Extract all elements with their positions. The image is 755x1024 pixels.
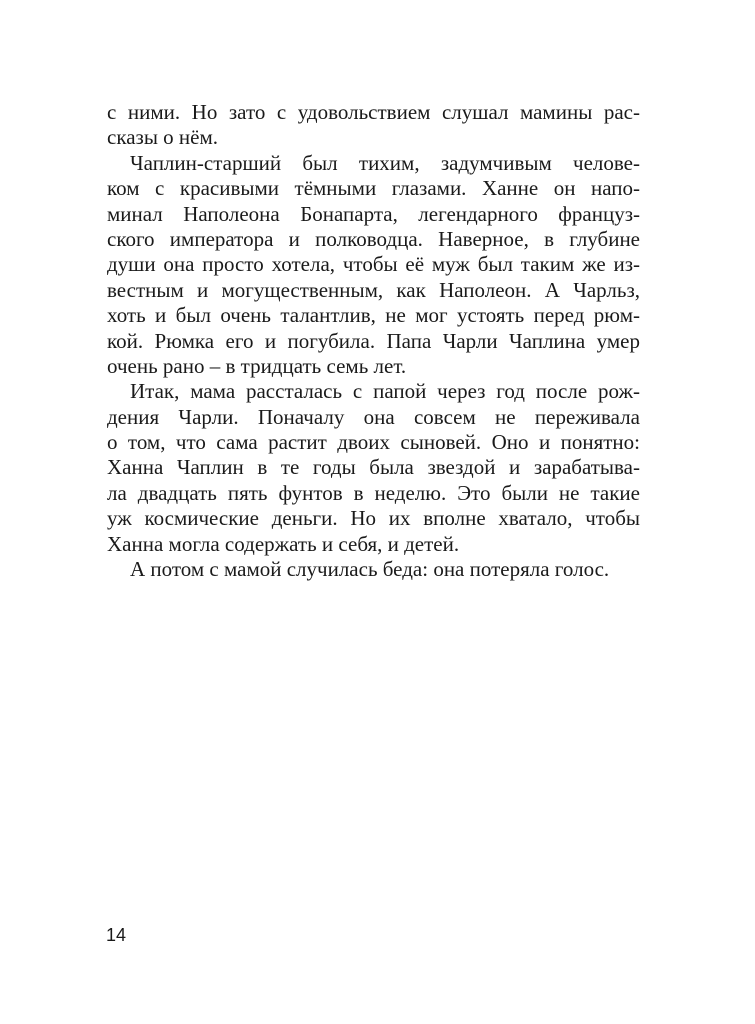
text-line: кой. Рюмка его и погубила. Папа Чарли Чаплина умер [107,328,640,353]
text-line: хоть и был очень талантлив, не мог устоять перед рюм- [107,303,640,328]
text-line: ского императора и полководца. Наверное, в глубине [107,226,640,251]
text-line: Ханна могла содержать и себя, и детей. [107,531,460,556]
text-line: с ними. Но зато с удовольствием слушал мамины рас- [107,100,640,124]
text-line: дения Чарли. Поначалу она совсем не переживала [107,404,640,429]
text-line: очень рано – в тридцать семь лет. [107,353,407,378]
text-line: ла двадцать пять фунтов в неделю. Это были не такие [107,480,640,505]
text-line: минал Наполеона Бонапарта, легендарного француз- [107,201,640,226]
body-text [107,100,640,582]
text-line: А потом с мамой случилась беда: она потеряла голос. [130,557,610,582]
text-line: ком с красивыми тёмными глазами. Ханне он напо- [107,176,640,201]
text-line: Ханна Чаплин в те годы была звездой и зарабатыва- [107,455,640,480]
text-line: вестным и могущественным, как Наполеон. А Чарльз, [107,277,640,302]
text-line: сказы о нём. [107,125,219,150]
text-line: души она просто хотела, чтобы её муж был таким же из- [107,252,640,277]
page-number: 14 [106,925,127,945]
text-line: уж космические деньги. Но их вполне хватало, чтобы [107,506,640,531]
text-line: о том, что сама растит двоих сыновей. Оно и понятно: [107,430,640,455]
text-line: Чаплин-старший был тихим, задумчивым челове- [130,150,640,175]
text-line: Итак, мама рассталась с папой через год после рож- [130,379,640,404]
